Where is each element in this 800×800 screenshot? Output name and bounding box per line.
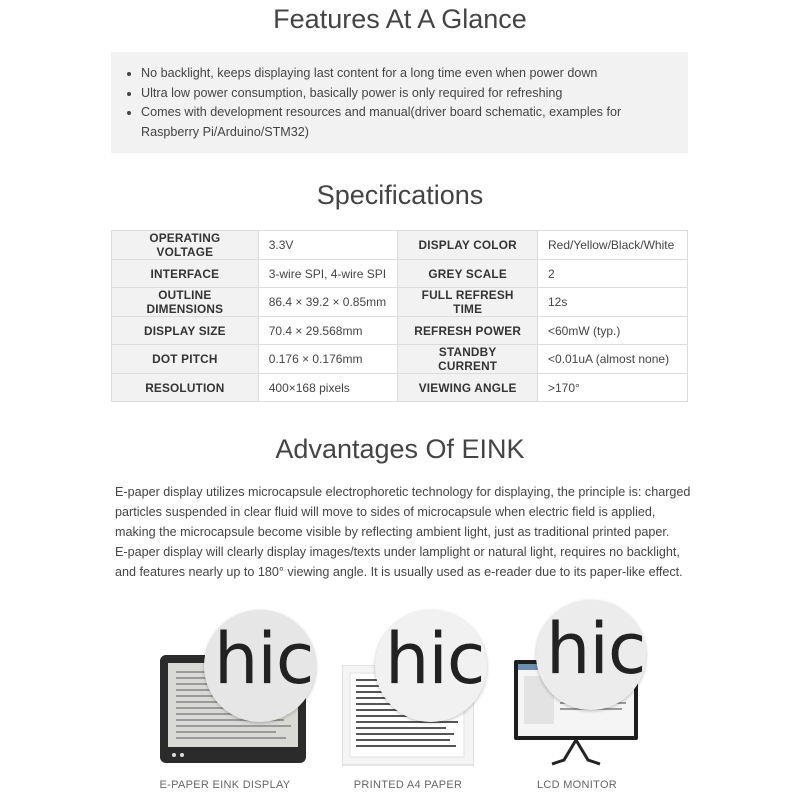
spec-label: VIEWING ANGLE: [398, 374, 538, 402]
spec-label: RESOLUTION: [112, 374, 259, 402]
feature-item: • Comes with development resources and manual(driver board schematic, examples for Raspberry Pi/Arduino/STM32): [141, 103, 668, 142]
spec-value: 12s: [537, 288, 687, 317]
lcd-magnifier: [536, 600, 646, 710]
spec-label: DOT PITCH: [112, 345, 259, 374]
spec-label: STANDBY CURRENT: [398, 345, 538, 374]
table-row: [112, 231, 688, 260]
features-list: [123, 64, 668, 142]
advantages-title: Advantages Of EINK: [275, 434, 525, 464]
table-row: [112, 260, 688, 288]
spec-value: 400×168 pixels: [258, 374, 398, 402]
table-row: [112, 374, 688, 402]
lcd-caption: LCD MONITOR: [536, 779, 618, 791]
spec-value: <60mW (typ.): [537, 317, 687, 345]
spec-label: OUTLINE DIMENSIONS: [112, 288, 259, 317]
feature-item: • No backlight, keeps displaying last content for a long time even when power down: [141, 64, 668, 84]
spec-value: 2: [537, 260, 687, 288]
spec-value: 86.4 × 39.2 × 0.85mm: [258, 288, 398, 317]
feature-item: • Ultra low power consumption, basically power is only required for refreshing: [141, 84, 668, 104]
spec-value: 3-wire SPI, 4-wire SPI: [258, 260, 398, 288]
eink-caption: E-PAPER EINK DISPLAY: [159, 779, 291, 791]
spec-label: GREY SCALE: [398, 260, 538, 288]
paper-magnifier: [375, 610, 487, 722]
table-row: [112, 345, 688, 374]
table-row: [112, 317, 688, 345]
spec-value: 3.3V: [258, 231, 398, 260]
advantages-text: [115, 482, 695, 582]
spec-value: 0.176 × 0.176mm: [258, 345, 398, 374]
magnified-text: hic: [214, 618, 314, 700]
features-title: Features At A Glance: [273, 4, 527, 34]
advantages-paragraph: E-paper display utilizes microcapsule electrophoretic technology for displaying, the principle is: charged particles suspended in clear fluid will move to sides of microcapsule when electric field is applied, making the microcapsule become visible by reflecting ambient light, just as traditional printed paper.: [115, 485, 691, 539]
spec-value: >170°: [537, 374, 687, 402]
spec-label: FULL REFRESH TIME: [398, 288, 538, 317]
spec-value: Red/Yellow/Black/White: [537, 231, 687, 260]
spec-label: DISPLAY COLOR: [398, 231, 538, 260]
spec-label: DISPLAY SIZE: [112, 317, 259, 345]
spec-label: OPERATING VOLTAGE: [112, 231, 259, 260]
spec-label: INTERFACE: [112, 260, 259, 288]
spec-value: <0.01uA (almost none): [537, 345, 687, 374]
specifications-table: [111, 230, 688, 402]
magnified-text: hic: [546, 608, 646, 690]
specifications-title: Specifications: [316, 180, 484, 210]
table-row: [112, 288, 688, 317]
spec-value: 70.4 × 29.568mm: [258, 317, 398, 345]
magnified-text: hic: [385, 618, 485, 700]
eink-magnifier: [204, 610, 316, 722]
features-box: [111, 52, 688, 153]
paper-caption: PRINTED A4 PAPER: [353, 779, 463, 791]
spec-label: REFRESH POWER: [398, 317, 538, 345]
advantages-paragraph: E-paper display will clearly display images/texts under lamplight or natural light, requires no backlight, and features nearly up to 180° viewing angle. It is usually used as e-reader due to its paper-like effect.: [115, 545, 683, 579]
